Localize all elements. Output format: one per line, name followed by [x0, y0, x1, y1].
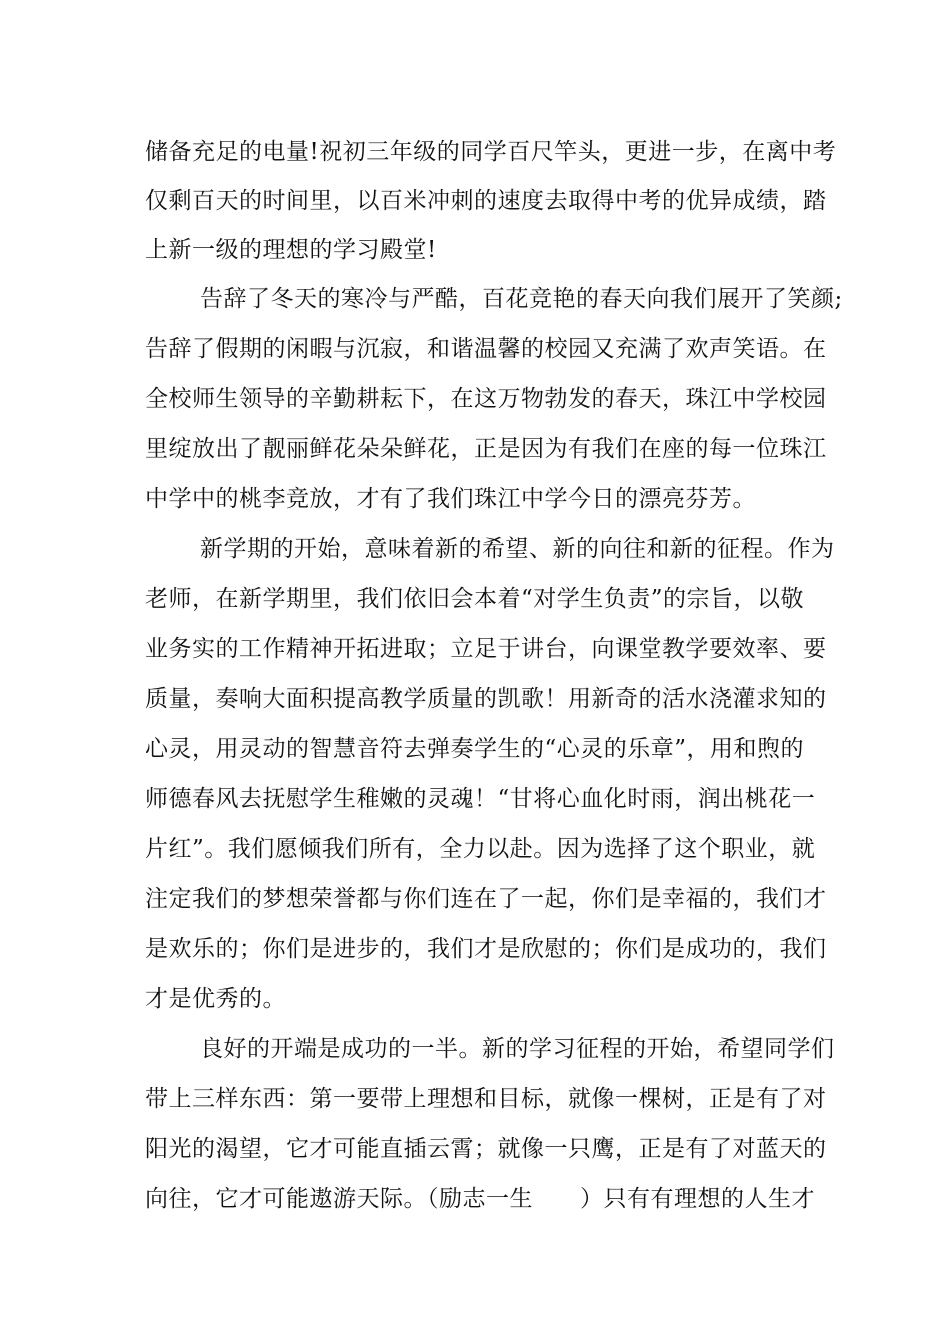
- text-line: 带上三样东西：第一要带上理想和目标，就像一棵树，正是有了对: [145, 1086, 827, 1112]
- text-line: 仅剩百天的时间里，以百米冲刺的速度去取得中考的优异成绩，踏: [145, 188, 827, 214]
- text-line: 片红”。我们愿倾我们所有，全力以赴。因为选择了这个职业，就: [145, 836, 816, 862]
- text-line: 上新一级的理想的学习殿堂!: [145, 237, 437, 263]
- text-line: 老师，在新学期里，我们依旧会本着“对学生负责”的宗旨，以敬: [145, 586, 805, 612]
- text-line: 才是优秀的。: [145, 986, 286, 1012]
- paragraph-first-line: 良好的开端是成功的一半。新的学习征程的开始，希望同学们: [200, 1036, 835, 1062]
- text-line: 向往，它才可能遨游天际。（励志一生 ）只有有理想的人生才: [145, 1186, 815, 1212]
- text-line: 里绽放出了靓丽鲜花朵朵鲜花，正是因为有我们在座的每一位珠江: [145, 436, 827, 462]
- text-line: 心灵，用灵动的智慧音符去弹奏学生的“心灵的乐章”，用和煦的: [145, 736, 805, 762]
- text-line: 阳光的渴望，它才可能直插云霄；就像一只鹰，正是有了对蓝天的: [145, 1136, 827, 1162]
- text-line: 是欢乐的；你们是进步的，我们才是欣慰的；你们是成功的，我们: [145, 936, 827, 962]
- text-line: 注定我们的梦想荣誉都与你们连在了一起，你们是幸福的，我们才: [145, 886, 827, 912]
- text-line: 业务实的工作精神开拓进取；立足于讲台，向课堂教学要效率、要: [145, 636, 827, 662]
- text-line: 告辞了假期的闲暇与沉寂，和谐温馨的校园又充满了欢声笑语。在: [145, 336, 827, 362]
- text-line: 储备充足的电量!祝初三年级的同学百尺竿头，更进一步，在离中考: [145, 139, 837, 165]
- text-line: 中学中的桃李竞放，才有了我们珠江中学今日的漂亮芬芳。: [145, 486, 756, 512]
- text-line: 师德春风去抚慰学生稚嫩的灵魂！“甘将心血化时雨，润出桃花一: [145, 786, 816, 812]
- text-line: 质量，奏响大面积提高教学质量的凯歌！用新奇的活水浇灌求知的: [145, 686, 827, 712]
- paragraph-first-line: 新学期的开始，意味着新的希望、新的向往和新的征程。作为: [200, 536, 835, 562]
- text-line: 全校师生领导的辛勤耕耘下，在这万物勃发的春天，珠江中学校园: [145, 386, 827, 412]
- paragraph-first-line: 告辞了冬天的寒冷与严酷，百花竞艳的春天向我们展开了笑颜;: [200, 286, 843, 312]
